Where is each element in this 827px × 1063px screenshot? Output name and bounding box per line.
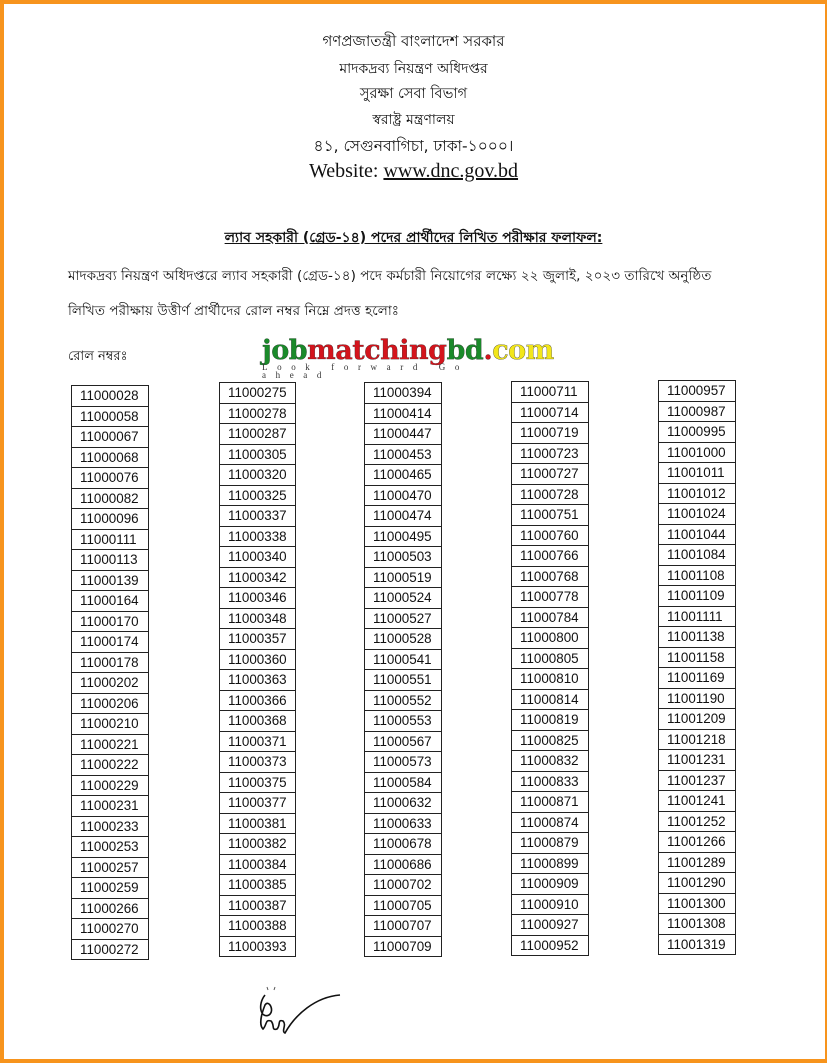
- roll-number-cell: 11000096: [72, 509, 148, 530]
- roll-number-cell: 11001252: [659, 812, 735, 833]
- roll-number-cell: 11000871: [512, 792, 588, 813]
- roll-number-cell: 11001289: [659, 853, 735, 874]
- roll-number-cell: 11000384: [220, 855, 295, 876]
- roll-number-cell: 11000707: [365, 916, 441, 937]
- roll-number-cell: 11000393: [220, 937, 295, 958]
- roll-number-cell: 11000784: [512, 608, 588, 629]
- roll-number-cell: 11001044: [659, 525, 735, 546]
- notice-paragraph-line1: মাদকদ্রব্য নিয়ন্ত্রণ অধিদপ্তরে ল্যাব সহকারী (গ্রেড-১৪) পদে কর্মচারী নিয়োগের লক্ষ্যে ২২ জুলাই, ২০২৩ তারিখে অনুষ্ঠিত: [68, 268, 712, 284]
- roll-number-cell: 11000363: [220, 670, 295, 691]
- roll-number-cell: 11000833: [512, 772, 588, 793]
- roll-number-cell: 11000805: [512, 649, 588, 670]
- roll-number-cell: 11000567: [365, 732, 441, 753]
- roll-number-cell: 11000702: [365, 875, 441, 896]
- roll-number-cell: 11001158: [659, 648, 735, 669]
- notice-title: ল্যাব সহকারী (গ্রেড-১৪) পদের প্রার্থীদের লিখিত পরীক্ষার ফলাফল:: [224, 230, 603, 246]
- roll-number-cell: 11000076: [72, 468, 148, 489]
- signature: [255, 985, 415, 1045]
- roll-number-cell: 11001108: [659, 566, 735, 587]
- roll-number-cell: 11000320: [220, 465, 295, 486]
- roll-number-cell: 11000723: [512, 444, 588, 465]
- roll-number-cell: 11001319: [659, 935, 735, 956]
- roll-number-cell: 11000711: [512, 382, 588, 403]
- roll-number-cell: 11000233: [72, 817, 148, 838]
- roll-number-cell: 11000272: [72, 940, 148, 961]
- roll-number-cell: 11000810: [512, 669, 588, 690]
- roll-number-cell: 11000342: [220, 568, 295, 589]
- roll-number-cell: 11000899: [512, 854, 588, 875]
- roll-number-cell: 11000382: [220, 834, 295, 855]
- roll-number-cell: 11001012: [659, 484, 735, 505]
- roll-number-cell: 11000375: [220, 773, 295, 794]
- roll-number-cell: 11000987: [659, 402, 735, 423]
- logo-job: job: [262, 335, 308, 366]
- bottom-border: [0, 1059, 827, 1063]
- roll-number-cell: 11000377: [220, 793, 295, 814]
- roll-number-cell: 11000068: [72, 448, 148, 469]
- roll-number-cell: 11001241: [659, 791, 735, 812]
- roll-number-cell: 11000357: [220, 629, 295, 650]
- roll-number-cell: 11000453: [365, 445, 441, 466]
- roll-number-cell: 11000709: [365, 937, 441, 958]
- roll-number-cell: 11000028: [72, 386, 148, 407]
- roll-number-cell: 11000381: [220, 814, 295, 835]
- roll-number-cell: 11001308: [659, 914, 735, 935]
- logo-com: com: [492, 335, 554, 366]
- roll-number-cell: 11000633: [365, 814, 441, 835]
- roll-number-cell: 11000231: [72, 796, 148, 817]
- roll-number-cell: 11000305: [220, 445, 295, 466]
- roll-number-cell: 11000414: [365, 404, 441, 425]
- roll-number-cell: 11001111: [659, 607, 735, 628]
- roll-column-3: [364, 382, 442, 957]
- roll-number-cell: 11000340: [220, 547, 295, 568]
- roll-number-cell: 11000678: [365, 834, 441, 855]
- roll-number-cell: 11000366: [220, 691, 295, 712]
- roll-column-5: [658, 380, 736, 955]
- roll-number-cell: 11000927: [512, 915, 588, 936]
- roll-number-cell: 11000346: [220, 588, 295, 609]
- roll-number-cell: 11000287: [220, 424, 295, 445]
- roll-number-cell: 11001190: [659, 689, 735, 710]
- roll-number-cell: 11000387: [220, 896, 295, 917]
- roll-number-cell: 11001237: [659, 771, 735, 792]
- roll-number-cell: 11000373: [220, 752, 295, 773]
- roll-number-cell: 11000527: [365, 609, 441, 630]
- roll-number-cell: 11000111: [72, 530, 148, 551]
- roll-number-cell: 11001109: [659, 586, 735, 607]
- roll-number-cell: 11000139: [72, 571, 148, 592]
- roll-number-cell: 11000952: [512, 936, 588, 957]
- website-link[interactable]: www.dnc.gov.bd: [383, 160, 519, 182]
- logo-matching: matching: [307, 335, 447, 366]
- roll-number-cell: 11000360: [220, 650, 295, 671]
- roll-number-cell: 11000519: [365, 568, 441, 589]
- roll-number-cell: 11000719: [512, 423, 588, 444]
- department-name: মাদকদ্রব্য নিয়ন্ত্রণ অধিদপ্তর: [339, 61, 488, 77]
- roll-number-cell: 11001300: [659, 894, 735, 915]
- roll-number-cell: 11000253: [72, 837, 148, 858]
- roll-number-cell: 11000266: [72, 899, 148, 920]
- roll-number-cell: 11000388: [220, 916, 295, 937]
- roll-number-cell: 11001209: [659, 709, 735, 730]
- roll-number-cell: 11000394: [365, 383, 441, 404]
- roll-column-2: [219, 382, 296, 957]
- roll-number-cell: 11000825: [512, 731, 588, 752]
- roll-number-cell: 11000222: [72, 755, 148, 776]
- roll-number-label: রোল নম্বরঃ: [68, 349, 128, 364]
- roll-number-cell: 11000278: [220, 404, 295, 425]
- roll-number-cell: 11000082: [72, 489, 148, 510]
- website-label: Website:: [308, 160, 384, 182]
- roll-number-cell: 11000524: [365, 588, 441, 609]
- govt-name: গণপ্রজাতন্ত্রী বাংলাদেশ সরকার: [322, 32, 505, 50]
- roll-number-cell: 11000348: [220, 609, 295, 630]
- division-name: সুরক্ষা সেবা বিভাগ: [359, 86, 468, 102]
- roll-number-cell: 11000270: [72, 919, 148, 940]
- roll-number-cell: 11000113: [72, 550, 148, 571]
- roll-number-cell: 11000874: [512, 813, 588, 834]
- roll-number-cell: 11000174: [72, 632, 148, 653]
- roll-number-cell: 11000995: [659, 422, 735, 443]
- roll-number-cell: 11000495: [365, 527, 441, 548]
- roll-number-cell: 11000766: [512, 546, 588, 567]
- roll-number-cell: 11000910: [512, 895, 588, 916]
- roll-number-cell: 11000541: [365, 650, 441, 671]
- roll-number-cell: 11000170: [72, 612, 148, 633]
- roll-number-cell: 11000728: [512, 485, 588, 506]
- roll-number-cell: 11000584: [365, 773, 441, 794]
- roll-number-cell: 11000275: [220, 383, 295, 404]
- roll-number-cell: 11000778: [512, 587, 588, 608]
- roll-number-cell: 11000465: [365, 465, 441, 486]
- roll-number-cell: 11000957: [659, 381, 735, 402]
- roll-number-cell: 11000178: [72, 653, 148, 674]
- roll-number-cell: 11001011: [659, 463, 735, 484]
- roll-number-cell: 11000470: [365, 486, 441, 507]
- roll-number-cell: 11000368: [220, 711, 295, 732]
- roll-number-cell: 11000202: [72, 673, 148, 694]
- roll-number-cell: 11001000: [659, 443, 735, 464]
- roll-number-cell: 11001231: [659, 750, 735, 771]
- website-line: [0, 160, 827, 183]
- logo-bd: bd: [446, 335, 484, 366]
- roll-number-cell: 11000909: [512, 874, 588, 895]
- roll-number-cell: 11000686: [365, 855, 441, 876]
- roll-number-cell: 11000632: [365, 793, 441, 814]
- roll-number-cell: 11000552: [365, 691, 441, 712]
- roll-number-cell: 11000325: [220, 486, 295, 507]
- roll-number-cell: 11000714: [512, 403, 588, 424]
- roll-column-1: [71, 385, 149, 960]
- roll-number-cell: 11000058: [72, 407, 148, 428]
- roll-number-cell: 11000760: [512, 526, 588, 547]
- roll-number-cell: 11000067: [72, 427, 148, 448]
- roll-number-cell: 11000727: [512, 464, 588, 485]
- roll-number-cell: 11001290: [659, 873, 735, 894]
- roll-number-cell: 11000879: [512, 833, 588, 854]
- roll-number-cell: 11000221: [72, 735, 148, 756]
- roll-number-cell: 11000553: [365, 711, 441, 732]
- roll-number-cell: 11000814: [512, 690, 588, 711]
- ministry-name: স্বরাষ্ট্র মন্ত্রণালয়: [372, 112, 455, 128]
- roll-number-cell: 11000371: [220, 732, 295, 753]
- roll-number-cell: 11000705: [365, 896, 441, 917]
- roll-number-cell: 11001084: [659, 545, 735, 566]
- roll-number-cell: 11000210: [72, 714, 148, 735]
- roll-number-cell: 11001024: [659, 504, 735, 525]
- roll-number-cell: 11000800: [512, 628, 588, 649]
- roll-number-cell: 11000229: [72, 776, 148, 797]
- roll-number-cell: 11000338: [220, 527, 295, 548]
- address: ৪১, সেগুনবাগিচা, ঢাকা-১০০০।: [313, 137, 514, 155]
- roll-number-cell: 11000528: [365, 629, 441, 650]
- roll-number-cell: 11000832: [512, 751, 588, 772]
- roll-number-cell: 11000447: [365, 424, 441, 445]
- roll-number-cell: 11000751: [512, 505, 588, 526]
- roll-number-cell: 11000474: [365, 506, 441, 527]
- roll-number-cell: 11001266: [659, 832, 735, 853]
- roll-number-cell: 11000819: [512, 710, 588, 731]
- roll-number-cell: 11000573: [365, 752, 441, 773]
- logo-dot: .: [483, 335, 493, 366]
- roll-number-cell: 11001218: [659, 730, 735, 751]
- roll-number-cell: 11000551: [365, 670, 441, 691]
- roll-number-cell: 11001138: [659, 627, 735, 648]
- logo-tagline: Look forward Go ahead: [262, 362, 469, 380]
- roll-column-4: [511, 381, 589, 956]
- roll-number-cell: 11000257: [72, 858, 148, 879]
- roll-number-cell: 11000768: [512, 567, 588, 588]
- watermark-logo: [262, 335, 554, 380]
- roll-number-cell: 11000259: [72, 878, 148, 899]
- roll-number-cell: 11000385: [220, 875, 295, 896]
- roll-number-cell: 11000206: [72, 694, 148, 715]
- notice-paragraph-line2: লিখিত পরীক্ষায় উত্তীর্ণ প্রার্থীদের রোল নম্বর নিম্নে প্রদত্ত হলোঃ: [68, 303, 400, 319]
- roll-number-cell: 11001169: [659, 668, 735, 689]
- roll-number-cell: 11000164: [72, 591, 148, 612]
- roll-number-cell: 11000337: [220, 506, 295, 527]
- roll-number-cell: 11000503: [365, 547, 441, 568]
